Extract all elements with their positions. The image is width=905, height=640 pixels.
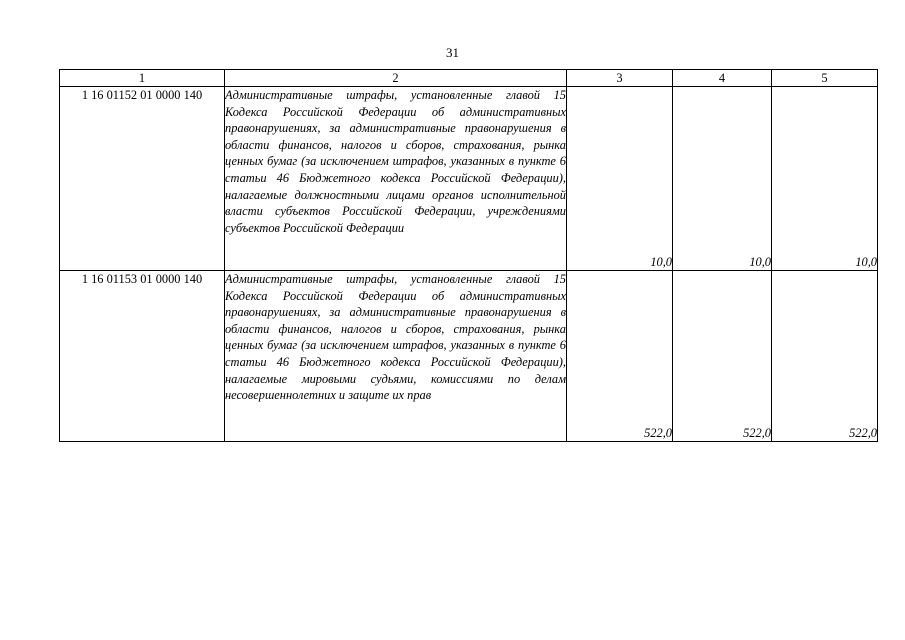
value-cell-col3: 522,0: [567, 271, 673, 442]
table-row: [60, 271, 878, 442]
table-row: [60, 87, 878, 271]
value-cell-col5: 522,0: [772, 271, 878, 442]
description-cell: Административные штрафы, установленные главой 15 Кодекса Российской Федерации об административных правонарушениях, за административные правонарушения в области финансов, налогов и сборов, страхования, рынка ценных бумаг (за исключением штрафов, указанных в пункте 6 статьи 46 Бюджетного кодекса Российской Федерации), налагаемые должностными лицами органов исполнительной власти субъектов Российской Федерации, учреждениями субъектов Российской Федерации: [225, 87, 567, 271]
budget-code-cell: 1 16 01152 01 0000 140: [60, 87, 225, 271]
description-cell: Административные штрафы, установленные главой 15 Кодекса Российской Федерации об административных правонарушениях, за административные правонарушения в области финансов, налогов и сборов, страхования, рынка ценных бумаг (за исключением штрафов, указанных в пункте 6 статьи 46 Бюджетного кодекса Российской Федерации), налагаемые мировыми судьями, комиссиями по делам несовершеннолетних и защите их прав: [225, 271, 567, 442]
column-header-3: 3: [567, 70, 673, 87]
value-cell-col5: 10,0: [772, 87, 878, 271]
value-cell-col3: 10,0: [567, 87, 673, 271]
value-cell-col4: 522,0: [673, 271, 772, 442]
column-header-1: 1: [60, 70, 225, 87]
page-number: 31: [446, 45, 459, 60]
budget-table: [59, 69, 878, 442]
table-header-row: [60, 70, 878, 87]
column-header-5: 5: [772, 70, 878, 87]
value-cell-col4: 10,0: [673, 87, 772, 271]
column-header-2: 2: [225, 70, 567, 87]
budget-code-cell: 1 16 01153 01 0000 140: [60, 271, 225, 442]
column-header-4: 4: [673, 70, 772, 87]
